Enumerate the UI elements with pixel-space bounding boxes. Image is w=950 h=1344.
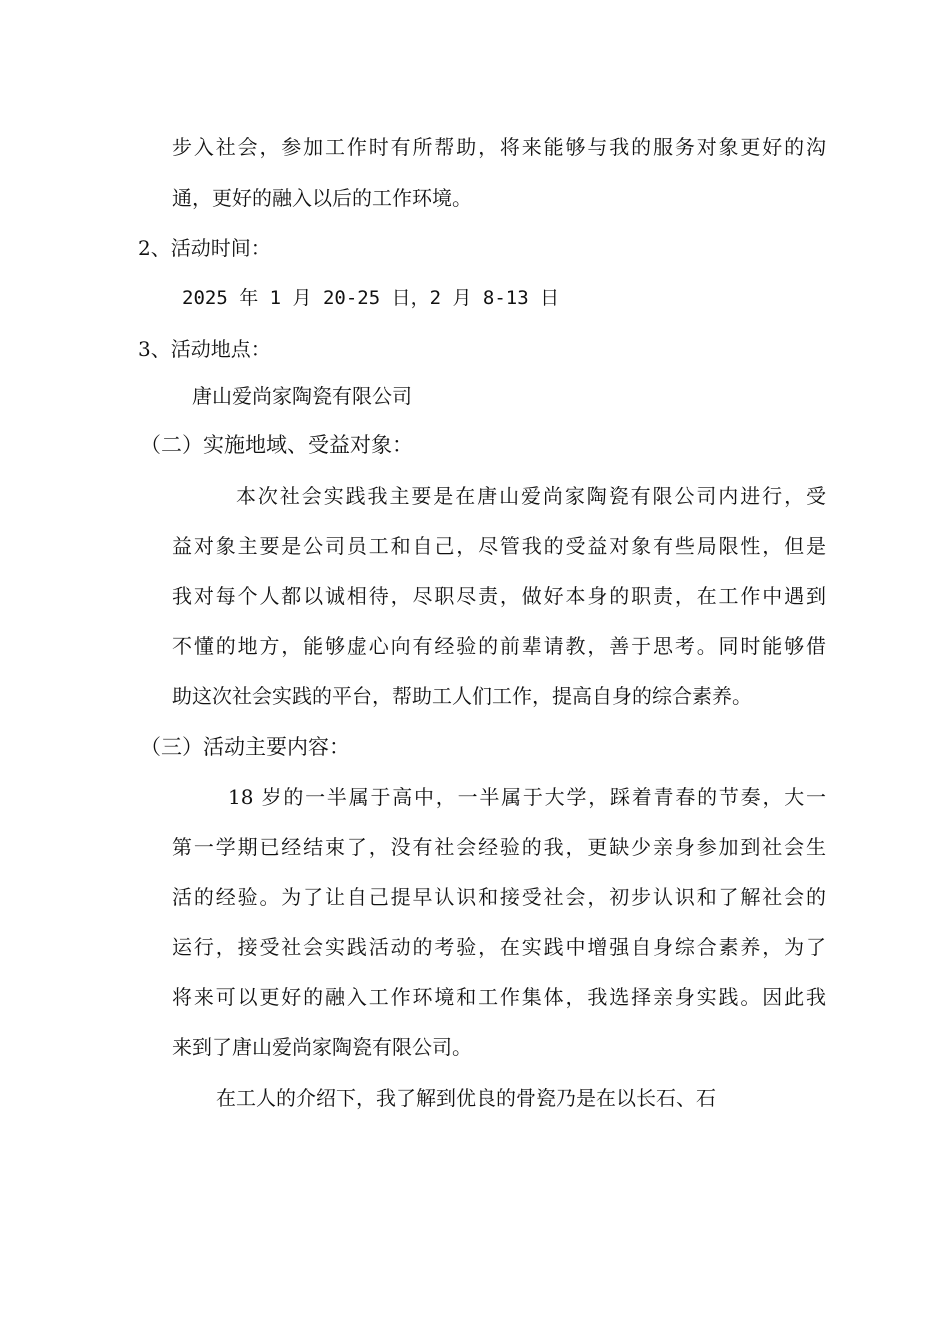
section-3-line-4: 运行，接受社会实践活动的考验，在实践中增强自身综合素养，为了 [172,935,826,959]
item-3-heading: 3、活动地点： [138,337,271,361]
item-2-heading: 2、活动时间： [138,236,271,260]
section-3-line-6: 来到了唐山爱尚家陶瓷有限公司。 [172,1035,472,1059]
section-2-heading: （二）实施地域、受益对象： [140,433,413,457]
intro-line-1: 步入社会，参加工作时有所帮助，将来能够与我的服务对象更好的沟 [172,135,826,159]
section-3-paragraph-2: 在工人的介绍下，我了解到优良的骨瓷乃是在以长石、石 [216,1086,716,1110]
section-2-line-1: 本次社会实践我主要是在唐山爱尚家陶瓷有限公司内进行，受 [236,484,826,508]
activity-location-value: 唐山爱尚家陶瓷有限公司 [192,384,412,408]
section-3-heading: （三）活动主要内容： [140,735,350,759]
section-3-line-2: 第一学期已经结束了，没有社会经验的我，更缺少亲身参加到社会生 [172,835,826,859]
section-2-line-4: 不懂的地方，能够虚心向有经验的前辈请教，善于思考。同时能够借 [172,634,826,658]
activity-time-value: 2025 年 1 月 20-25 日，2 月 8-13 日 [182,287,560,309]
section-2-line-5: 助这次社会实践的平台，帮助工人们工作，提高自身的综合素养。 [172,684,752,708]
intro-line-2: 通，更好的融入以后的工作环境。 [172,186,472,210]
section-2-line-2: 益对象主要是公司员工和自己，尽管我的受益对象有些局限性，但是 [172,534,826,558]
section-3-line-3: 活的经验。为了让自己提早认识和接受社会，初步认识和了解社会的 [172,885,826,909]
section-2-line-3: 我对每个人都以诚相待，尽职尽责，做好本身的职责，在工作中遇到 [172,584,826,608]
section-3-line-1: 18 岁的一半属于高中，一半属于大学，踩着青春的节奏，大一 [228,785,826,809]
section-3-line-5: 将来可以更好的融入工作环境和工作集体，我选择亲身实践。因此我 [172,985,826,1009]
